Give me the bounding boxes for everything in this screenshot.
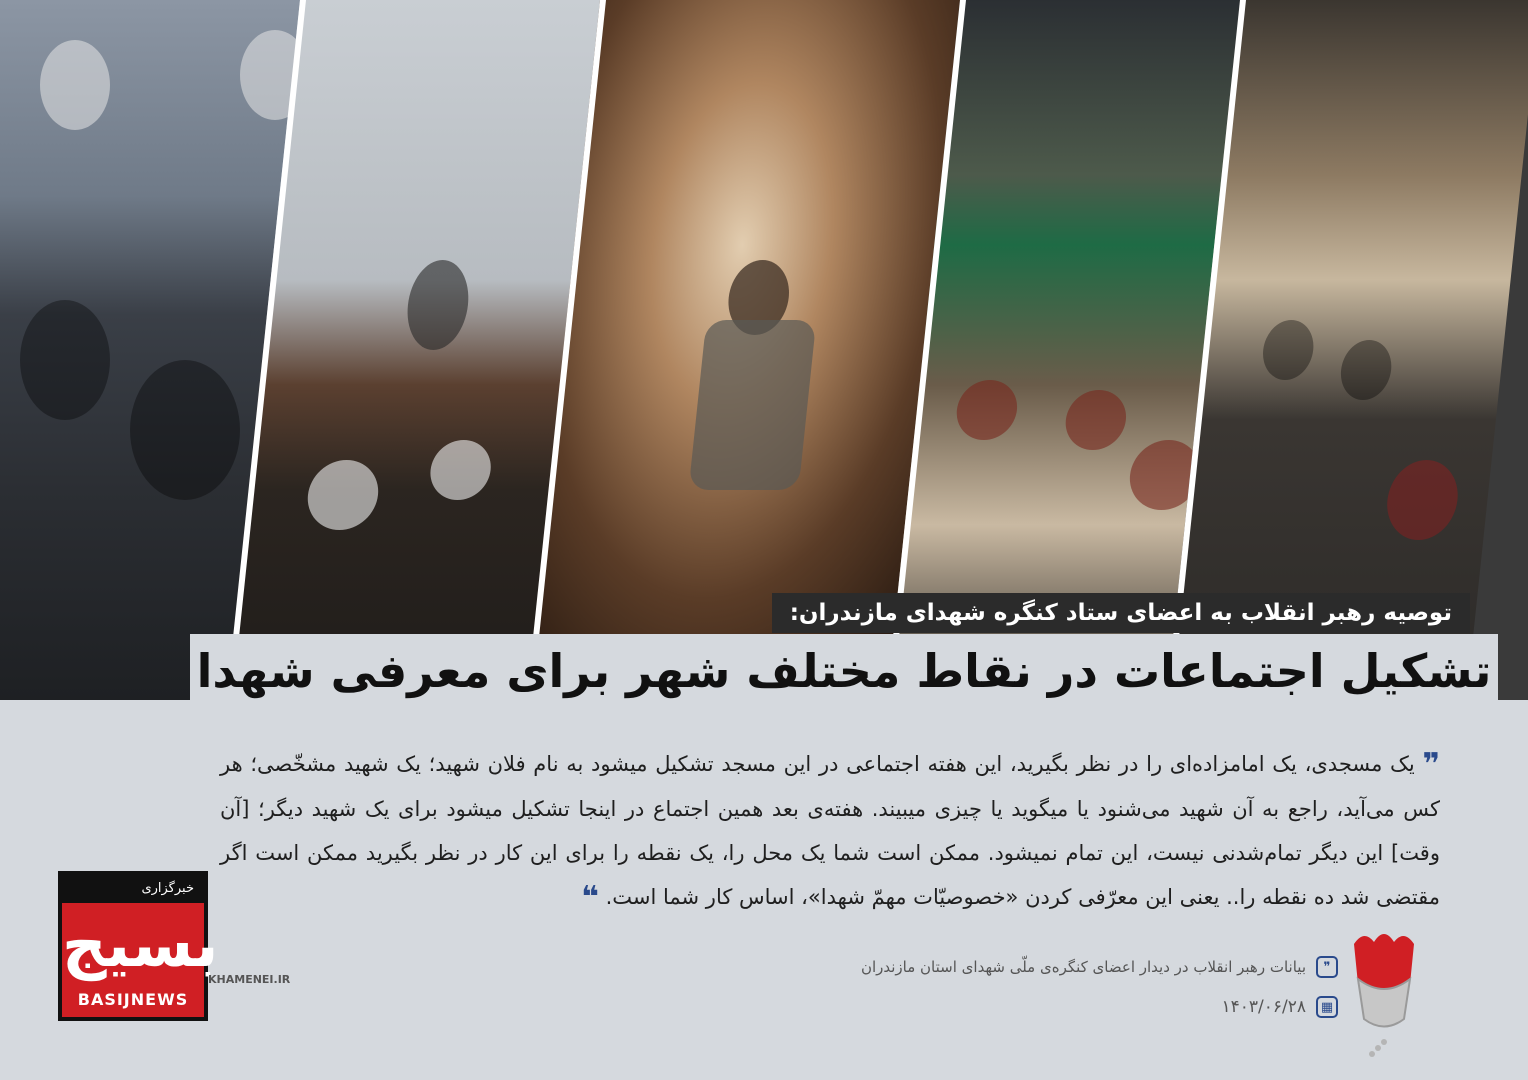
speech-bubble-icon: ❞: [1316, 956, 1338, 978]
khamenei-ir-logo: KHAMENEI.IR: [208, 973, 291, 986]
quote-text: یک مسجدی، یک امامزاده‌ای را در نظر بگیرید، این هفته اجتماعی در این مسجد تشکیل میشود به نام فلان شهید؛ یک شهید مشخّصی؛ هر کس می‌آید، راجع به آن شهید می‌شنود یا میگوید یا چیزی میبیند. هفته‌ی بعد همین اجتماع در اینجا تشکیل میشود برای یک شهید دیگر؛ [آن وقت] این دیگر تمام‌شدنی نیست، این تمام نمیشود. ممکن است شما یک محل را، یک نقطه را برای این کار در نظر بگیرید ممکن است اگر مقتضی شد ده نقطه را.. یعنی این معرّفی کردن «خصوصیّات مهمّ شهدا»، اساس کار شما است.: [220, 752, 1440, 909]
quote-body: [220, 742, 1440, 920]
basij-name: BASIJNEWS: [77, 990, 189, 1009]
subtitle: [772, 593, 1470, 633]
source-text: بیانات رهبر انقلاب در دیدار اعضای کنگره‌ی ملّی شهدای استان مازندران: [860, 958, 1306, 976]
source-attribution: [861, 956, 1338, 978]
basij-news-logo: [58, 871, 219, 1021]
headline-text: تشکیل اجتماعات در نقاط مختلف شهر برای معرفی شهدا: [196, 644, 1492, 698]
headline: [190, 634, 1498, 708]
tulip-martyr-icon: [1344, 924, 1424, 1064]
subtitle-text: توصیه رهبر انقلاب به اعضای ستاد کنگره شهدای مازندران:: [789, 600, 1452, 626]
open-quote-icon: ❞: [1422, 747, 1440, 782]
close-quote-icon: ❝: [581, 880, 599, 915]
basij-top-label: خبرگزاری: [62, 875, 204, 903]
publish-date: [1221, 996, 1338, 1018]
calendar-icon: ▦: [1316, 996, 1338, 1018]
date-text: ۱۴۰۳/۰۶/۲۸: [1221, 997, 1306, 1017]
basij-glyph: بسیج: [62, 908, 219, 981]
